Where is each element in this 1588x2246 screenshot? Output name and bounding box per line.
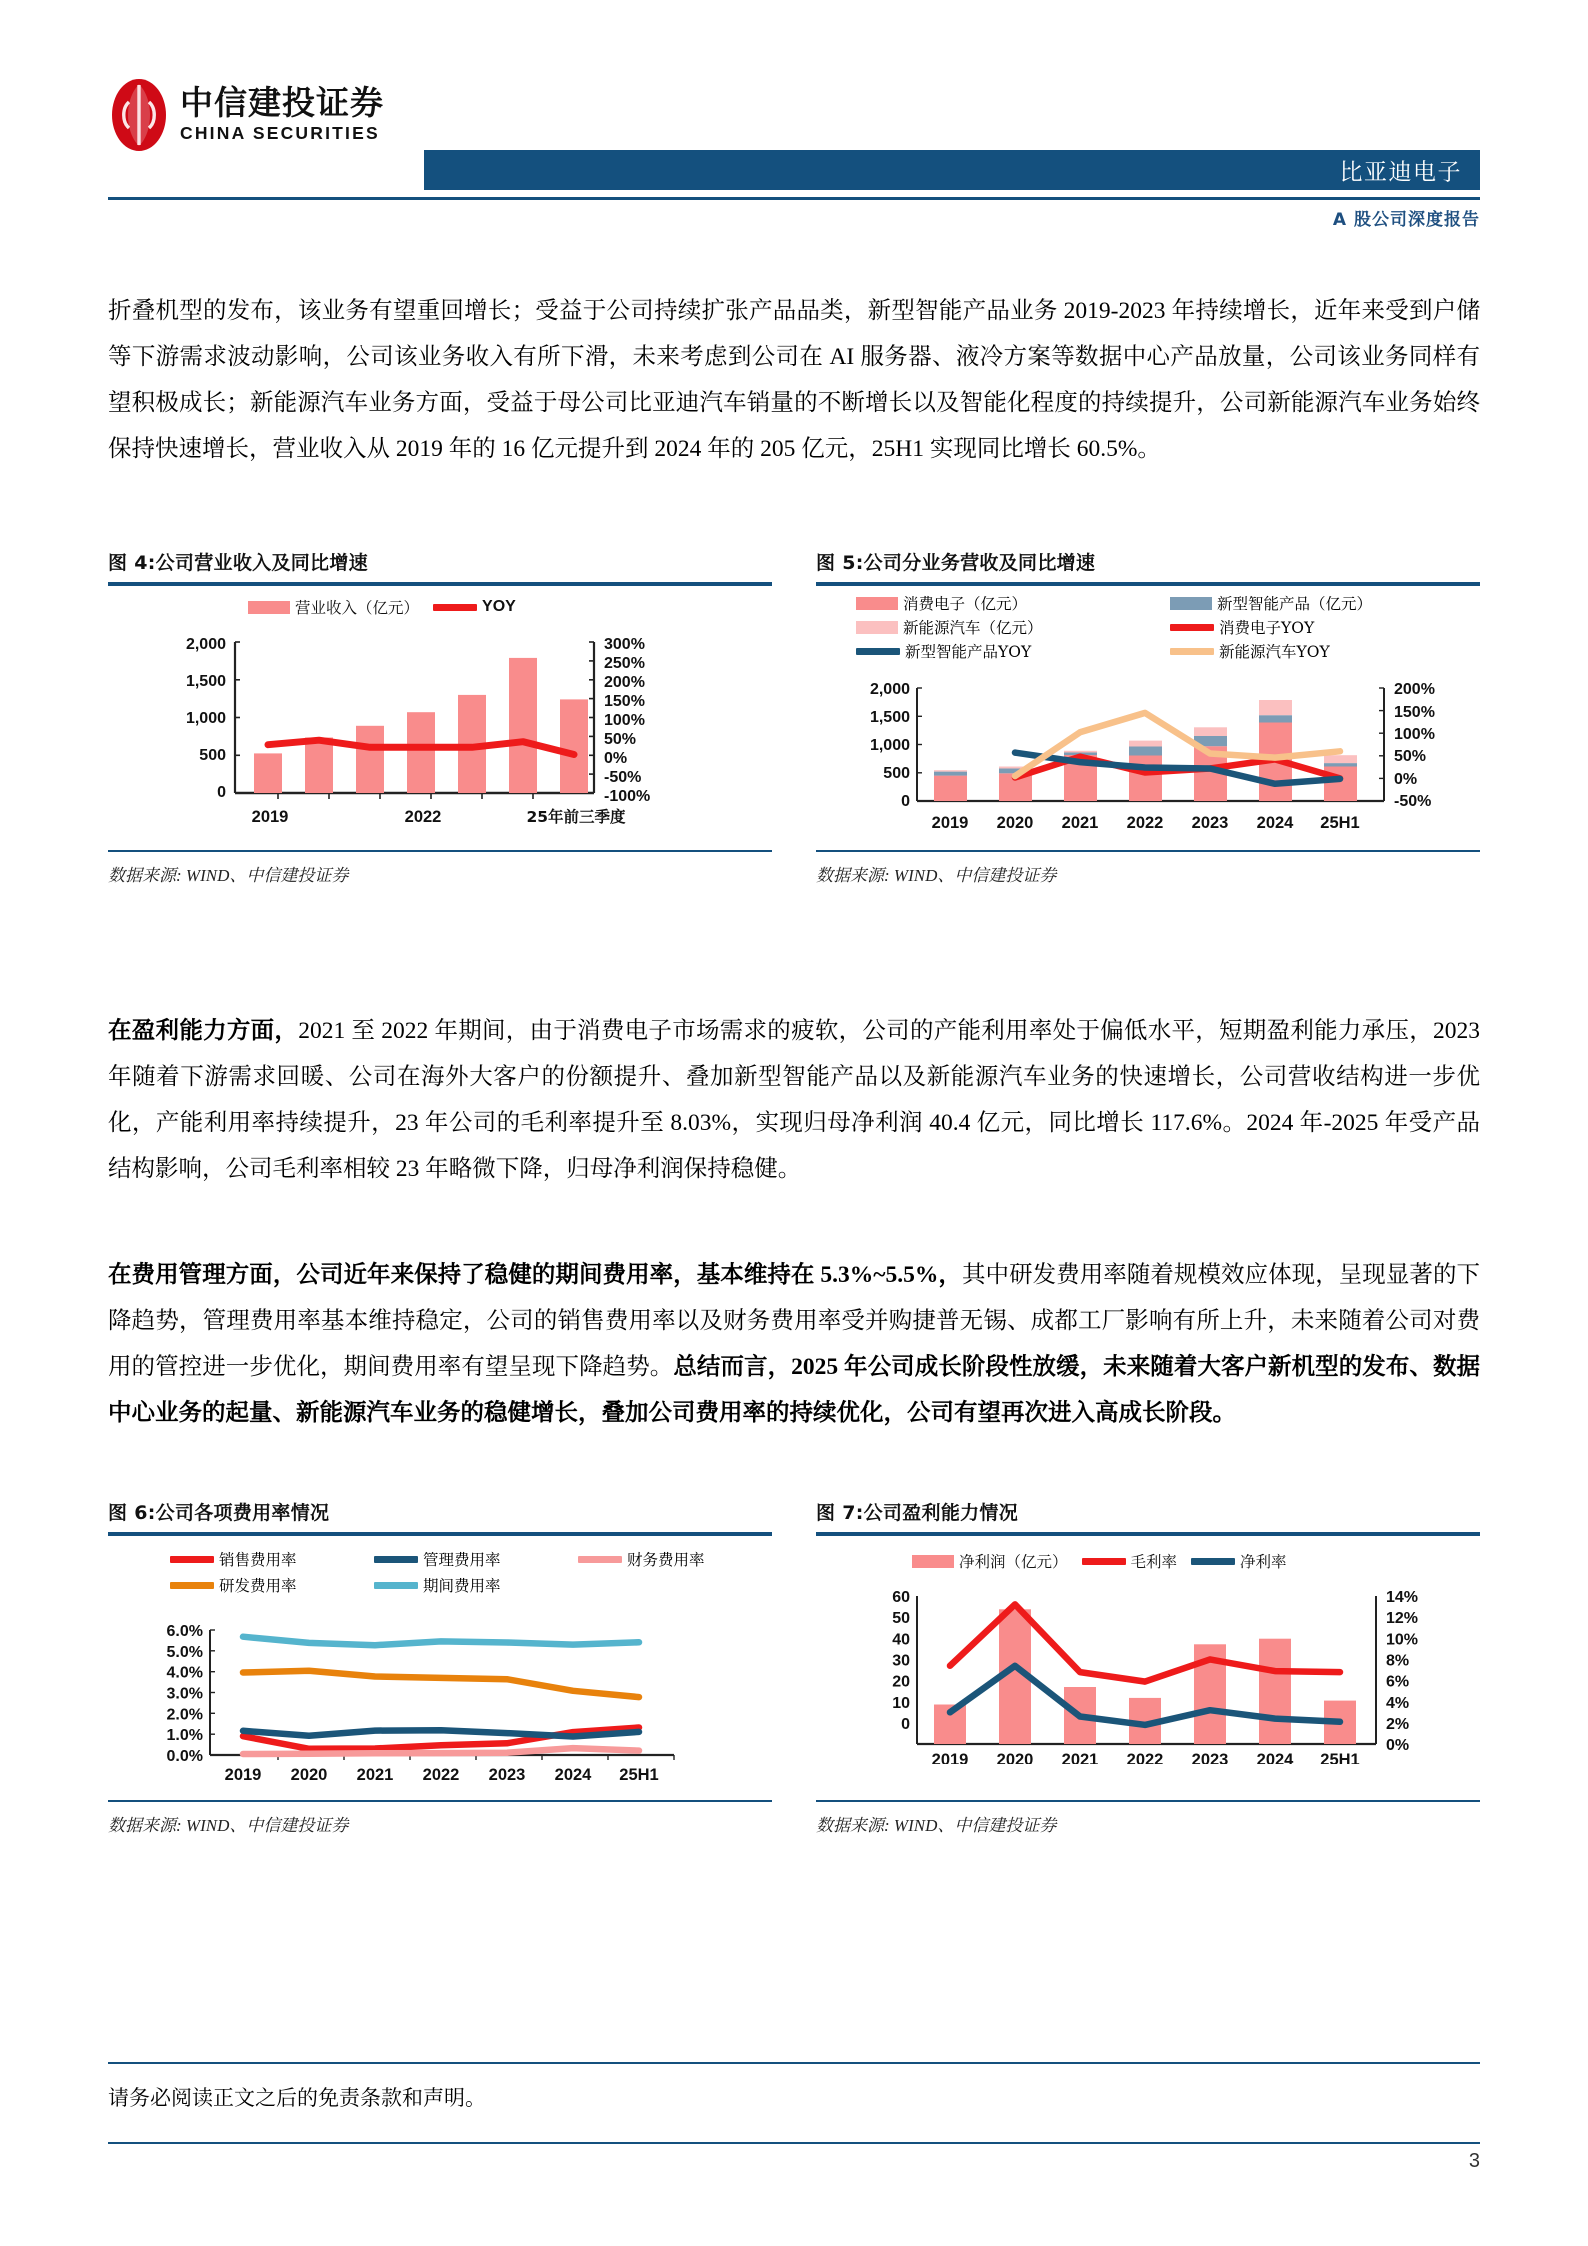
svg-text:2020: 2020 (996, 814, 1034, 832)
svg-text:30: 30 (892, 1652, 910, 1670)
legend-swatch-admin-expense (374, 1556, 418, 1563)
svg-text:6%: 6% (1386, 1673, 1410, 1691)
figure-5-canvas (816, 586, 1480, 848)
svg-text:6.0%: 6.0% (166, 1623, 203, 1640)
logo-english-name: CHINA SECURITIES (180, 123, 380, 144)
svg-text:150%: 150% (1394, 704, 1435, 721)
svg-text:1,000: 1,000 (185, 710, 226, 727)
svg-text:1.0%: 1.0% (166, 1727, 203, 1745)
figure-7-profitability (816, 1498, 1480, 1836)
legend-swatch-consumer-electronics-yoy (1170, 624, 1214, 631)
svg-text:25H1: 25H1 (1320, 814, 1360, 832)
svg-text:50: 50 (892, 1610, 910, 1628)
figure-6-plot (108, 1618, 772, 1788)
figure-7-canvas (816, 1536, 1480, 1798)
svg-text:2021: 2021 (1061, 1751, 1099, 1764)
legend-label-gross-margin: 毛利率 (1130, 1553, 1178, 1571)
svg-text:2023: 2023 (1191, 814, 1229, 832)
company-logo (108, 78, 384, 152)
paragraph-1-text: 折叠机型的发布，该业务有望重回增长；受益于公司持续扩张产品品类，新型智能产品业务 2019-2023 年持续增长，近年来受到户储等下游需求波动影响，公司该业务收入有所下滑，未来考虑到公司在 AI 服务器、液冷方案等数据中心产品放量，公司该业务同样有望积极成长；新能源汽车业务方面，受益于母公司比亚迪汽车销量的不断增长以及智能化程度的持续提升，公司新能源汽车业务始终保持快速增长，营业收入从 2019 年的 16 亿元提升到 2024 年的 205 亿元，25H1 实现同比增长 60.5%。 (108, 298, 1480, 462)
figure-6-foot-rule (108, 1800, 772, 1802)
svg-text:0%: 0% (604, 750, 628, 767)
legend-label-consumer-electronics-yoy: 消费电子YOY (1219, 619, 1315, 637)
legend-label-net-margin: 净利率 (1240, 1553, 1287, 1571)
svg-text:-50%: -50% (604, 769, 642, 786)
svg-text:0.0%: 0.0% (166, 1748, 203, 1765)
footer-bottom-divider (108, 2142, 1480, 2144)
header-title-bar (424, 150, 1480, 190)
paragraph-business-outlook (108, 288, 1480, 472)
header-divider (108, 197, 1480, 200)
svg-text:100%: 100% (604, 712, 645, 729)
svg-text:2019: 2019 (251, 808, 289, 826)
svg-text:2024: 2024 (1256, 1751, 1294, 1764)
figure-6-period-expense-line (243, 1637, 639, 1646)
legend-label-admin-expense: 管理费用率 (423, 1551, 501, 1569)
legend-swatch-consumer-electronics (856, 597, 898, 610)
legend-label-consumer-electronics: 消费电子（亿元） (903, 595, 1028, 613)
legend-swatch-smart-products-yoy (856, 648, 900, 655)
legend-item-period-expense (374, 1574, 501, 1596)
svg-text:3.0%: 3.0% (166, 1685, 203, 1703)
figure-4-title: 图 4:公司营业收入及同比增速 (108, 552, 368, 574)
legend-item-gross-margin (1082, 1550, 1178, 1572)
figure-7-legend (912, 1550, 1301, 1572)
paragraph-3-text: 其中研发费用率随着规模效应体现，呈现显著的下降趋势，管理费用率基本维持稳定，公司的销售费用率以及财务费用率受并购捷普无锡、成都工厂影响有所上升，未来随着公司对费用的管控进一步优化，期间费用率有望呈现下降趋势。 (108, 1262, 1480, 1380)
svg-text:10%: 10% (1386, 1631, 1419, 1649)
svg-text:-50%: -50% (1394, 793, 1432, 810)
legend-item-rd-expense (170, 1574, 360, 1596)
legend-label-period-expense: 期间费用率 (423, 1577, 501, 1595)
svg-text:2021: 2021 (356, 1766, 394, 1784)
legend-swatch-financial-expense (578, 1556, 622, 1563)
svg-text:2024: 2024 (554, 1766, 592, 1784)
figure-4-canvas (108, 586, 772, 848)
paragraph-profitability (108, 1008, 1480, 1192)
svg-text:4.0%: 4.0% (166, 1664, 203, 1682)
legend-label-nev: 新能源汽车（亿元） (903, 619, 1043, 637)
svg-text:2019: 2019 (931, 1751, 969, 1764)
legend-label-financial-expense: 财务费用率 (627, 1551, 705, 1569)
legend-swatch-selling-expense (170, 1556, 214, 1563)
logo-emblem-icon (108, 78, 170, 152)
paragraph-expense-management (108, 1252, 1480, 1436)
figure-5-plot (816, 676, 1480, 846)
legend-item-revenue (248, 596, 419, 618)
svg-text:50%: 50% (1394, 748, 1427, 765)
svg-text:25H1: 25H1 (1320, 1751, 1360, 1764)
paragraph-2-text: 2021 至 2022 年期间，由于消费电子市场需求的疲软，公司的产能利用率处于偏低水平，短期盈利能力承压，2023 年随着下游需求回暖、公司在海外大客户的份额提升、叠加新型智能产品以及新能源汽车业务的快速增长，公司营收结构进一步优化，产能利用率持续提升，23 年公司的毛利率提升至 8.03%，实现归母净利润 40.4 亿元，同比增长 117.6%。2024 年-2025 年受产品结构影响，公司毛利率相较 23 年略微下降，归母净利润保持稳健。 (108, 1018, 1481, 1182)
legend-label-smart-products: 新型智能产品（亿元） (1217, 595, 1373, 613)
svg-text:2023: 2023 (488, 1766, 526, 1784)
legend-swatch-net-margin (1191, 1558, 1235, 1565)
svg-text:0%: 0% (1394, 771, 1418, 788)
figure-6-rd-expense-line (243, 1671, 639, 1697)
svg-text:8%: 8% (1386, 1652, 1410, 1670)
svg-text:20: 20 (892, 1673, 910, 1691)
paragraph-3-conclusion: 总结而言，2025 年公司成长阶段性放缓，未来随着大客户新机型的发布、数据中心业务的起量、新能源汽车业务的稳健增长，叠加公司费用率的持续优化，公司有望再次进入高成长阶段。 (108, 1354, 1481, 1426)
svg-text:2019: 2019 (931, 814, 969, 832)
legend-swatch-revenue (248, 601, 290, 614)
legend-item-yoy (433, 596, 516, 618)
figure-4-legend (248, 596, 530, 618)
svg-text:0%: 0% (1386, 1737, 1410, 1754)
figure-6-title: 图 6:公司各项费用率情况 (108, 1502, 330, 1524)
page-number: 3 (1468, 2150, 1480, 2172)
svg-text:25年前三季度: 25年前三季度 (526, 808, 626, 826)
figure-6-source: 数据来源: WIND、中信建投证券 (108, 1816, 349, 1835)
svg-text:150%: 150% (604, 693, 645, 710)
svg-text:40: 40 (892, 1631, 910, 1649)
svg-text:2022: 2022 (1126, 814, 1164, 832)
svg-text:2022: 2022 (422, 1766, 460, 1784)
figure-7-title: 图 7:公司盈利能力情况 (816, 1502, 1019, 1524)
svg-text:12%: 12% (1386, 1610, 1419, 1628)
legend-label-rd-expense: 研发费用率 (219, 1577, 297, 1595)
legend-label-yoy: YOY (482, 598, 516, 615)
svg-text:500: 500 (199, 747, 226, 764)
legend-swatch-nev (856, 621, 898, 634)
svg-text:1,500: 1,500 (185, 673, 226, 690)
legend-label-smart-products-yoy: 新型智能产品YOY (905, 643, 1032, 661)
paragraph-3-lead: 在费用管理方面，公司近年来保持了稳健的期间费用率，基本维持在 5.3%~5.5%， (108, 1262, 962, 1288)
figure-7-foot-rule (816, 1800, 1480, 1802)
legend-item-smart-products-yoy (856, 640, 1156, 662)
svg-text:2023: 2023 (1191, 1751, 1229, 1764)
footer-top-divider (108, 2062, 1480, 2064)
svg-text:2022: 2022 (1126, 1751, 1164, 1764)
footer-disclaimer: 请务必阅读正文之后的免责条款和声明。 (108, 2086, 486, 2110)
svg-text:2020: 2020 (996, 1751, 1034, 1764)
svg-text:1,000: 1,000 (869, 737, 910, 754)
page-header (0, 0, 1588, 230)
svg-text:5.0%: 5.0% (166, 1643, 203, 1661)
figure-6-canvas (108, 1536, 772, 1798)
svg-text:2019: 2019 (224, 1766, 262, 1784)
figure-5-segment-revenue (816, 548, 1480, 886)
legend-item-admin-expense (374, 1548, 564, 1570)
svg-text:-100%: -100% (604, 788, 651, 805)
svg-text:10: 10 (892, 1694, 910, 1712)
legend-item-consumer-electronics (856, 592, 1156, 614)
legend-swatch-yoy (433, 604, 477, 611)
figure-5-source: 数据来源: WIND、中信建投证券 (816, 866, 1057, 885)
svg-text:14%: 14% (1386, 1589, 1419, 1606)
svg-text:0: 0 (217, 784, 226, 801)
legend-item-consumer-electronics-yoy (1170, 616, 1314, 638)
svg-text:500: 500 (883, 765, 910, 782)
svg-text:0: 0 (901, 793, 910, 810)
svg-text:2,000: 2,000 (185, 636, 226, 653)
legend-label-nev-yoy: 新能源汽车YOY (1219, 643, 1330, 661)
svg-text:2020: 2020 (290, 1766, 328, 1784)
legend-item-nev-yoy (1170, 640, 1330, 662)
legend-swatch-nev-yoy (1170, 648, 1214, 655)
figure-5-legend (856, 592, 1476, 662)
legend-swatch-smart-products (1170, 597, 1212, 610)
svg-text:200%: 200% (1394, 681, 1435, 698)
report-subject-title: 比亚迪电子 (1339, 159, 1462, 186)
legend-swatch-period-expense (374, 1582, 418, 1589)
svg-text:0: 0 (901, 1716, 910, 1733)
figure-5-title: 图 5:公司分业务营收及同比增速 (816, 552, 1096, 574)
paragraph-2-lead: 在盈利能力方面， (108, 1018, 299, 1044)
legend-item-nev (856, 616, 1156, 638)
svg-text:100%: 100% (1394, 726, 1435, 743)
svg-text:250%: 250% (604, 655, 645, 672)
legend-swatch-rd-expense (170, 1582, 214, 1589)
legend-item-net-profit (912, 1550, 1068, 1572)
legend-label-revenue: 营业收入（亿元） (295, 599, 420, 617)
legend-item-net-margin (1191, 1550, 1287, 1572)
figure-4-bars (254, 658, 588, 793)
figure-4-plot (108, 626, 772, 848)
figure-7-source: 数据来源: WIND、中信建投证券 (816, 1816, 1057, 1835)
svg-text:2%: 2% (1386, 1716, 1410, 1733)
legend-item-financial-expense (578, 1548, 705, 1570)
svg-text:2,000: 2,000 (869, 681, 910, 698)
svg-text:25H1: 25H1 (619, 1766, 659, 1784)
svg-text:2024: 2024 (1256, 814, 1294, 832)
report-type-label: A 股公司深度报告 (1332, 210, 1480, 230)
figure-7-plot (816, 1584, 1480, 1764)
figure-6-legend (170, 1548, 750, 1596)
svg-text:60: 60 (892, 1589, 910, 1606)
svg-text:200%: 200% (604, 674, 645, 691)
legend-label-selling-expense: 销售费用率 (219, 1551, 297, 1569)
svg-text:2021: 2021 (1061, 814, 1099, 832)
svg-text:50%: 50% (604, 731, 637, 748)
legend-swatch-net-profit (912, 1555, 954, 1568)
svg-text:2022: 2022 (404, 808, 442, 826)
legend-item-smart-products (1170, 592, 1372, 614)
figure-5-foot-rule (816, 850, 1480, 852)
figure-6-expense-ratios (108, 1498, 772, 1836)
legend-swatch-gross-margin (1082, 1558, 1126, 1565)
logo-chinese-name: 中信建投证券 (180, 82, 384, 122)
svg-text:300%: 300% (604, 636, 645, 653)
figure-4-foot-rule (108, 850, 772, 852)
svg-text:1,500: 1,500 (869, 709, 910, 726)
figure-4-revenue-growth (108, 548, 772, 886)
legend-item-selling-expense (170, 1548, 360, 1570)
figure-4-source: 数据来源: WIND、中信建投证券 (108, 866, 349, 885)
svg-text:2.0%: 2.0% (166, 1706, 203, 1724)
legend-label-net-profit: 净利润（亿元） (959, 1553, 1068, 1571)
svg-text:4%: 4% (1386, 1694, 1410, 1712)
